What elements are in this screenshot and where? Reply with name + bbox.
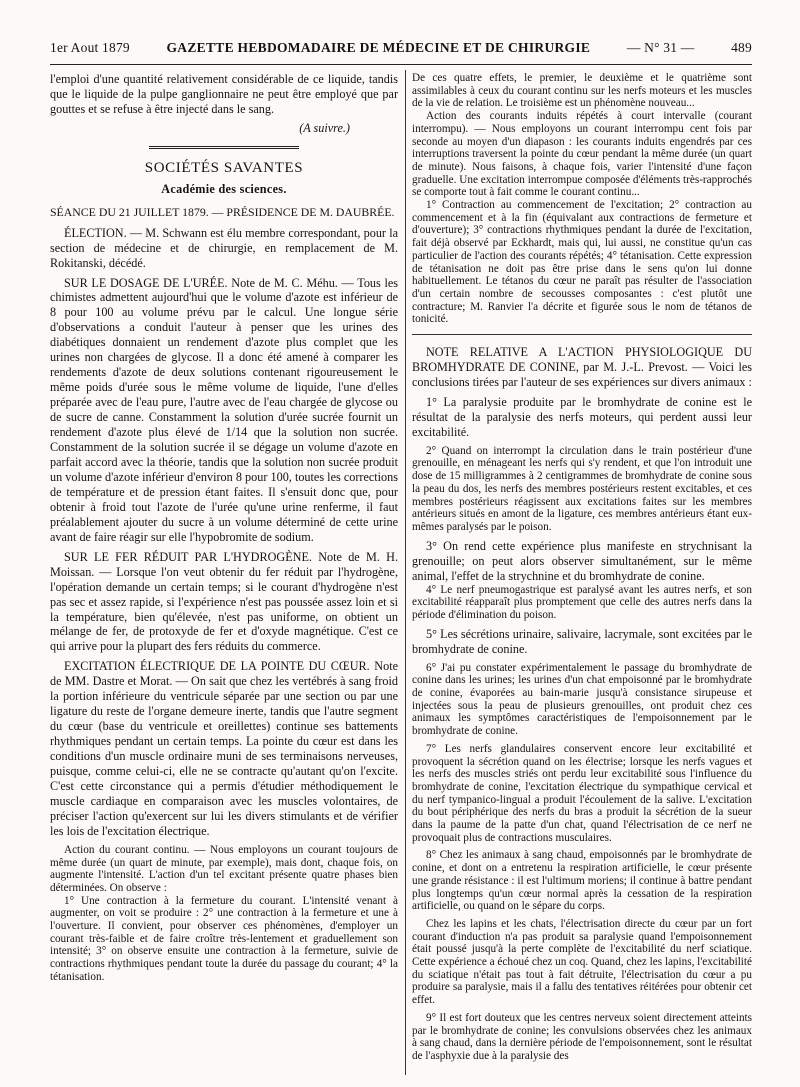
paragraph-courant-continu: Action du courant continu. — Nous employons un courant toujours de même durée (un quart de minute, par exemple), mais dont, chaque fois, on augmente l'intensité. L'action d'un tel excitant présente quatre phases bien déterminées. On observe : [50, 843, 398, 894]
paragraph-effets: De ces quatre effets, le premier, le deuxième et le quatrième sont assimilables à ceux du courant continu sur les nerfs moteurs et les muscles de la vie de relation. Le troisième est un phénomène nouveau... [412, 72, 752, 110]
conclusion-item: Chez les lapins et les chats, l'électrisation directe du cœur par un fort courant d'induction n'a pas produit sa paralysie quand l'empoisonnement était poussé jusqu'à la perte complète de l'excitabilité du nerf sciatique. Cette expérience a échoué chez un coq. Quand, chez les lapins, l'excitabilité du sciatique n'était pas tout à fait détruite, l'électrisation du cœur a pu produire sa paralysie, mais il a fallu des tentatives réitérées pour obtenir cet effet. [412, 917, 752, 1007]
paragraph-courant-phases: 1° Une contraction à la fermeture du courant. L'intensité venant à augmenter, on voit se produire : 2° une contraction à la fermeture et une à l'ouverture. Il convient, pour observer ces phénomènes, d'employer un courant très-faible et de faire croître très-lentement et graduellement son intensité; 3° on observe ensuite une contraction à la fermeture, suivie de contractions rhythmiques pendant toute la durée du passage du courant; 4° la tétanisation. [50, 894, 398, 983]
right-column [412, 72, 752, 1072]
paragraph-excitation-coeur: EXCITATION ÉLECTRIQUE DE LA POINTE DU CŒUR. Note de MM. Dastre et Morat. — On sait que chez les vertébrés à sang froid la portion inférieure du ventricule séparée par une section ou par une ligature du reste de l'organe demeure inerte, tandis que l'autre segment du cœur (base du ventricule et oreillettes) continue ses battements rhythmiques pendant un certain temps. La pointe du cœur est dans les conditions d'un muscle ordinaire muni de ses terminaisons nerveuses, puisque, comme celui-ci, elle ne se contracte qu'autant qu'on l'excite. C'est cette circonstance qui a permis d'étudier méthodiquement le muscle cardiaque en comparaison avec les muscles volontaires, de préciser l'action qu'exercent sur lui les divers stimulants et de vérifier les lois de l'excitation électrique. [50, 659, 398, 838]
conclusion-item: 8° Chez les animaux à sang chaud, empoisonnés par le bromhydrate de conine, et dont on a entretenu la respiration artificielle, le cœur présente une grande résistance : il est l'ultimum moriens; il continue à battre pendant plus longtemps qu'un cœur normal après la cessation de la respiration artificielle, ou quand on le sépare du corps. [412, 849, 752, 913]
paragraph-fer-reduit: SUR LE FER RÉDUIT PAR L'HYDROGÈNE. Note de M. H. Moissan. — Lorsque l'on veut obtenir du fer réduit par l'hydrogène, l'opération demande un certain temps; si le courant d'hydrogène n'est pas sec et assez rapide, si l'expérience n'est pas poussée assez loin et si la température, bien qu'élevée, n'est pas uniforme, on obtient un mélange de fer, de protoxyde de fer et d'oxyde magnétique. C'est ce qui arrive pour la plupart des fers réduits du commerce. [50, 549, 398, 654]
conclusion-item: 6° J'ai pu constater expérimentalement le passage du bromhydrate de conine dans les urines; les urines d'un chat empoisonné par le bromhydrate de conine, évaporées au bain-marie jusqu'à consistance sirupeuse et injectées sous la peau de plusieurs grenouilles, ont produit chez ces animaux les symptômes caractéristiques de l'empoisonnement par le bromhydrate de conine. [412, 661, 752, 738]
paragraph-uree: SUR LE DOSAGE DE L'URÉE. Note de M. C. Méhu. — Tous les chimistes admettent aujourd'hui que le volume d'azote est inférieur de 8 pour 100 au volume prévu par le calcul. Une longue série d'observations a conduit l'auteur à penser que les urines des diabétiques donnaient un rendement d'azote plus complet que les urines non chargées de glycose. Il a donc été amené à comparer les rendements d'azote de deux solutions contenant rigoureusement le même poids d'urée sous le même volume de liquide, l'une d'elles préparée avec de l'eau pure, l'autre avec de l'eau chargée de glycose ou de sucre de canne. Constamment la solution d'urée sucrée fournit un rendement d'azote plus élevé de 1/14 que la solution non sucrée. Constamment de la solution sucrée il se dégage un volume d'azote en parfait accord avec la théorie, tandis que la solution non sucrée produit un volume d'azote inférieur d'environ 8 pour 100, toutes les corrections de température et de pression étant faites. Il s'ensuit donc que, pour obtenir à froid tout l'azote de l'urée qu'une urine renferme, il faut préalablement ajouter du sucre à un volume déterminé de cette urine avant de faire réagir sur elle l'hypobromite de sodium. [50, 275, 398, 544]
journal-title: GAZETTE HEBDOMADAIRE DE MÉDECINE ET DE CHIRURGIE [166, 40, 591, 55]
paragraph-election: ÉLECTION. — M. Schwann est élu membre correspondant, pour la section de médecine et de chirurgie, en remplacement de M. Rokitanski, décédé. [50, 225, 398, 270]
running-header [50, 40, 752, 62]
issue-number: — N° 31 — [626, 40, 695, 55]
paragraph-note-conine: NOTE RELATIVE A L'ACTION PHYSIOLOGIQUE DU BROMHYDRATE DE CONINE, par M. J.-L. Prevost. — Voici les conclusions tirées par l'auteur de ses expériences sur divers animaux : [412, 345, 752, 389]
conclusion-item: 2° Quand on interrompt la circulation dans le train postérieur d'une grenouille, en ménageant les nerfs qui s'y rendent, et que l'on introduit une dose de 15 milligrammes à 2 centigrammes de bromhydrate de conine sous la peau du dos, les nerfs des membres postérieurs restent excitables, et ces membres postérieurs réagissent aux excitations faites sur les membres antérieurs situés en amont de la ligature, ces membres antérieurs étant eux-mêmes paralysés par le poison. [412, 444, 752, 533]
conclusion-item: 5° Les sécrétions urinaire, salivaire, lacrymale, sont excitées par le bromhydrate de conine. [412, 626, 752, 656]
academy-heading: Académie des sciences. [161, 181, 287, 196]
conclusion-item: 4° Le nerf pneumogastrique est paralysé avant les autres nerfs, et son excitabilité réapparaît plus promptement que celle des autres nerfs dans la période d'élimination du poison. [412, 583, 752, 621]
paragraph-induits-phases: 1° Contraction au commencement de l'excitation; 2° contraction au commencement et à la fin (équivalant aux contractions de fermeture et d'ouverture); 3° contractions rhythmiques pendant la durée de l'excitation, fait déjà observé par Eckhardt, mais qui, lui aussi, ne constitue qu'un cas particulier de l'action des courants répétés; 4° tétanisation. Cette expression de tétanisation ne doit pas être prise dans le sens qu'on lui donne habituellement. Le tétanos du cœur ne paraît pas résulter de l'association d'un certain nombre de secousses composantes : c'est plutôt une contracture; M. Ranvier l'a décrite et figurée sous le nom de tétanos de tonicité. [412, 199, 752, 326]
conclusions-list [412, 395, 752, 1063]
session-line: SÉANCE DU 21 JUILLET 1879. — PRÉSIDENCE DE M. DAUBRÉE. [50, 204, 395, 219]
conclusion-item: 7° Les nerfs glandulaires conservent encore leur excitabilité et provoquent la sécrétion quand on les électrise; lorsque les nerfs vagues et les nerfs des muscles striés ont perdu leur excitabilité sous l'influence du bromhydrate de conine, l'excitation électrique du sympathique cervical et du nerf tympanico-lingual a produit l'écoulement de la salive. L'excitation du bout périphérique des nerfs du bras a produit la sécrétion de la sueur dans la paume de la patte d'un chat, quand l'électrisation de ce nerf ne provoquait plus de contractions musculaires. [412, 742, 752, 844]
section-title: SOCIÉTÉS SAVANTES [144, 159, 304, 176]
section-separator [149, 146, 299, 149]
conclusion-item: 1° La paralysie produite par le bromhydrate de conine est le résultat de la paralysie des nerfs moteurs, qui perdent aussi leur excitabilité. [412, 394, 752, 439]
left-column [50, 72, 398, 1072]
column-divider [405, 70, 406, 1075]
article-separator [412, 334, 752, 335]
intro-paragraph: l'emploi d'une quantité relativement considérable de ce liquide, tandis que le liquide de la pulpe ganglionnaire ne peut être employé que par gouttes et se refuse à être injecté dans le sang. [50, 72, 398, 116]
to-be-continued: (A suivre.) [299, 120, 350, 135]
header-rule [50, 64, 752, 65]
issue-date: 1er Aout 1879 [50, 40, 130, 55]
page-number: 489 [731, 40, 752, 55]
conclusion-item: 9° Il est fort douteux que les centres nerveux soient directement atteints par le bromhydrate de conine; les convulsions observées chez les animaux à sang chaud, dans la dernière période de l'empoisonnement, sont le résultat de l'asphyxie due à la paralysie des [412, 1011, 752, 1062]
paragraph-courants-induits: Action des courants induits répétés à court intervalle (courant interrompu). — Nous employons un courant interrompu cent fois par seconde au moyen d'un diapason : les courants induits engendrés par ces interruptions traversent la pointe du cœur pendant la même durée (un quart de minute). Nous faisons, à chaque fois, varier l'intensité d'une façon graduelle. Une excitation interrompue composée d'éléments très-rapprochés se comporte tout à fait comme le courant continu... [412, 110, 752, 199]
conclusion-item: 3° On rend cette expérience plus manifeste en strychnisant la grenouille; on peut alors observer simultanément, sur le même animal, l'effet de la strychnine et du bromhydrate de conine. [412, 538, 752, 583]
